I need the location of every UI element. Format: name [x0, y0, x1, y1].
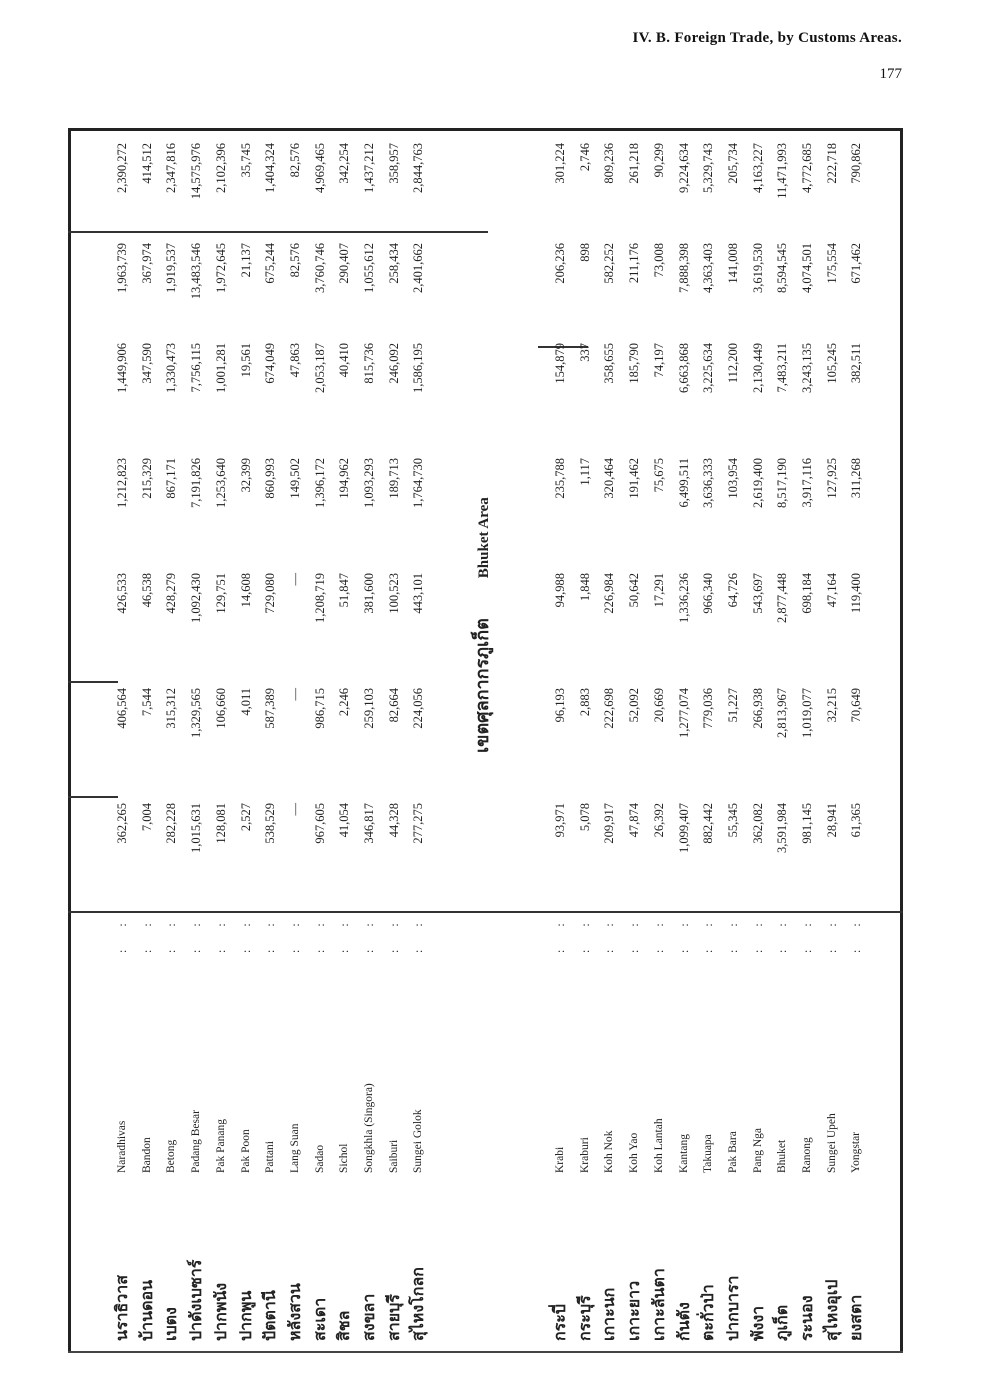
value-cell: 382,511: [849, 343, 864, 384]
value-cell: 1,919,537: [164, 243, 179, 293]
value-cell: 1,093,293: [362, 458, 376, 508]
value-cell: 112,200: [725, 343, 740, 384]
rotated-table: [68, 128, 903, 1353]
table-row: [795, 128, 819, 1353]
value-cell: 75,675: [651, 458, 666, 493]
row-thai-name: สงขลา: [359, 1293, 378, 1341]
value-cell: 32,215: [824, 688, 839, 723]
value-cell: 282,228: [164, 803, 179, 844]
value-cell: 96,193: [553, 688, 567, 723]
row-english-name: Betong: [165, 1139, 178, 1173]
row-leader-dots: : :: [602, 913, 617, 953]
value-cell: 587,389: [263, 688, 278, 729]
row-english-name: Saiburi: [387, 1139, 400, 1173]
value-cell: 1,055,612: [362, 243, 376, 293]
value-cell: 47,164: [824, 573, 839, 608]
value-cell: 119,400: [849, 573, 864, 614]
value-cell: 128,081: [213, 803, 228, 844]
table-row: [308, 128, 332, 1353]
row-leader-dots: : :: [312, 913, 327, 953]
value-cell: 259,103: [362, 688, 376, 729]
row-english-name: Ranong: [801, 1137, 813, 1173]
value-cell: 82,576: [287, 243, 302, 278]
row-thai-name: ปากพนัง: [210, 1282, 230, 1341]
row-leader-dots: : :: [164, 913, 179, 953]
row-english-name: Naradhivas: [116, 1120, 128, 1173]
value-cell: 538,529: [263, 803, 278, 844]
table-row: [696, 128, 720, 1353]
value-cell: 790,862: [849, 143, 864, 184]
table-row: [234, 128, 258, 1353]
value-cell: 815,736: [362, 343, 376, 384]
table-row: [548, 128, 572, 1353]
value-cell: 175,554: [824, 243, 839, 284]
table-border-top: [68, 128, 71, 1353]
value-cell: —: [287, 688, 302, 701]
row-leader-dots: : :: [238, 913, 253, 953]
value-cell: 209,917: [602, 803, 617, 844]
row-leader-dots: : :: [115, 913, 129, 953]
value-cell: 7,888,398: [676, 243, 691, 293]
value-cell: 1,963,739: [115, 243, 129, 293]
value-cell: 967,605: [312, 803, 327, 844]
row-thai-name: สิชล: [334, 1310, 354, 1341]
value-cell: 337: [577, 343, 592, 362]
row-thai-name: ปัตตานี: [260, 1290, 280, 1341]
value-cell: 52,092: [627, 688, 642, 723]
value-cell: 4,074,501: [800, 243, 814, 293]
row-thai-name: ปากบารา: [722, 1275, 742, 1341]
value-cell: 32,399: [238, 458, 253, 493]
value-cell: 127,925: [824, 458, 839, 499]
value-cell: 1,117: [577, 458, 592, 486]
row-thai-name: บ้านดอน: [136, 1279, 156, 1341]
value-cell: 1,329,565: [189, 688, 204, 738]
row-thai-name: นราธิวาส: [112, 1274, 131, 1341]
value-cell: 986,715: [312, 688, 327, 729]
value-cell: 406,564: [115, 688, 129, 729]
row-leader-dots: : :: [701, 913, 716, 953]
row-thai-name: สุไหงอุเป: [821, 1279, 841, 1341]
value-cell: 4,363,403: [701, 243, 716, 293]
value-cell: 64,726: [725, 573, 740, 608]
table-row: [672, 128, 696, 1353]
value-cell: 7,544: [139, 688, 154, 717]
value-cell: 342,254: [337, 143, 352, 184]
value-cell: 44,328: [386, 803, 401, 838]
value-cell: 2,130,449: [750, 343, 765, 393]
table-row: [622, 128, 646, 1353]
page-header-title: IV. B. Foreign Trade, by Customs Areas.: [632, 30, 902, 46]
value-cell: 320,464: [602, 458, 617, 499]
value-cell: 149,502: [287, 458, 302, 499]
value-cell: 381,600: [362, 573, 376, 614]
value-cell: 1,212,823: [115, 458, 129, 508]
value-cell: 2,246: [337, 688, 352, 717]
value-cell: 4,163,227: [750, 143, 765, 193]
value-cell: 82,576: [287, 143, 302, 178]
value-cell: 73,008: [651, 243, 666, 278]
value-cell: 2,102,396: [213, 143, 228, 193]
table-row: [209, 128, 233, 1353]
value-cell: 26,392: [651, 803, 666, 838]
row-thai-name: พังงา: [747, 1305, 767, 1341]
value-cell: 867,171: [164, 458, 179, 499]
value-cell: 3,636,333: [701, 458, 716, 508]
row-thai-name: ระนอง: [797, 1295, 816, 1341]
value-cell: 414,512: [139, 143, 154, 184]
value-cell: 860,993: [263, 458, 278, 499]
value-cell: —: [287, 803, 302, 816]
value-cell: 1,019,077: [800, 688, 814, 738]
value-cell: 106,660: [213, 688, 228, 729]
value-cell: 55,345: [725, 803, 740, 838]
value-cell: 21,137: [238, 243, 253, 278]
row-thai-name: กันตัง: [673, 1302, 693, 1341]
value-cell: 2,813,967: [775, 688, 790, 738]
table-border-bottom: [900, 128, 903, 1353]
area-title-thai: เขตศุลกากรภูเก็ต: [472, 618, 493, 753]
row-leader-dots: : :: [824, 913, 839, 953]
value-cell: 266,938: [750, 688, 765, 729]
row-leader-dots: : :: [189, 913, 204, 953]
value-cell: 1,208,719: [312, 573, 327, 623]
row-leader-dots: : :: [775, 913, 790, 953]
value-cell: 1,001,281: [213, 343, 228, 393]
table-row: [573, 128, 597, 1353]
value-cell: 51,847: [337, 573, 352, 608]
value-cell: 358,957: [386, 143, 401, 184]
value-cell: 46,538: [139, 573, 154, 608]
table-row: [184, 128, 208, 1353]
value-cell: 222,698: [602, 688, 617, 729]
value-cell: 7,756,115: [189, 343, 204, 393]
row-thai-name: เกาะนก: [599, 1287, 619, 1341]
value-cell: 82,664: [386, 688, 401, 723]
value-cell: 17,291: [651, 573, 666, 608]
value-cell: 2,390,272: [115, 143, 129, 193]
row-english-name: Sichol: [338, 1143, 351, 1173]
row-leader-dots: : :: [800, 913, 814, 953]
row-thai-name: ภูเก็ต: [772, 1304, 792, 1341]
value-cell: 61,365: [849, 803, 864, 838]
value-cell: 211,176: [627, 243, 642, 284]
row-leader-dots: : :: [553, 913, 567, 953]
value-cell: 277,275: [411, 803, 426, 844]
table-row: [820, 128, 844, 1353]
value-cell: 290,407: [337, 243, 352, 284]
row-english-name: Pak Panang: [214, 1119, 227, 1173]
value-cell: 898: [577, 243, 592, 262]
value-cell: 35,745: [238, 143, 253, 178]
value-cell: 3,917,116: [800, 458, 814, 508]
value-cell: 2,883: [577, 688, 592, 717]
value-cell: 1,253,640: [213, 458, 228, 508]
row-thai-name: ปากพูน: [235, 1290, 255, 1341]
value-cell: 20,669: [651, 688, 666, 723]
row-english-name: Pattani: [264, 1141, 277, 1173]
value-cell: 70,649: [849, 688, 864, 723]
value-cell: 40,410: [337, 343, 352, 378]
value-cell: 205,734: [725, 143, 740, 184]
row-english-name: Takuapa: [702, 1134, 715, 1173]
value-cell: 1,404,324: [263, 143, 278, 193]
row-thai-name: ยงสตา: [846, 1294, 866, 1341]
row-english-name: Padang Besar: [190, 1110, 203, 1173]
value-cell: 206,236: [553, 243, 567, 284]
value-cell: 226,984: [602, 573, 617, 614]
value-cell: 235,788: [553, 458, 567, 499]
value-cell: 8,517,190: [775, 458, 790, 508]
value-cell: 222,718: [824, 143, 839, 184]
value-cell: 1,764,730: [411, 458, 426, 508]
row-thai-name: กระบุรี: [574, 1295, 594, 1341]
value-cell: 2,347,816: [164, 143, 179, 193]
value-cell: 103,954: [725, 458, 740, 499]
value-cell: 11,471,993: [775, 143, 790, 199]
value-cell: 443,101: [411, 573, 426, 614]
value-cell: 2,053,187: [312, 343, 327, 393]
row-english-name: Yongstar: [850, 1131, 863, 1173]
row-english-name: Pak Poon: [239, 1129, 252, 1173]
value-cell: 729,080: [263, 573, 278, 614]
value-cell: 7,004: [139, 803, 154, 832]
value-cell: 14,575,976: [189, 143, 204, 200]
row-thai-name: สะเดา: [309, 1297, 329, 1341]
table-row: [357, 128, 381, 1353]
value-cell: 4,772,685: [800, 143, 814, 193]
value-cell: 966,340: [701, 573, 716, 614]
value-cell: 358,655: [602, 343, 617, 384]
row-leader-dots: : :: [725, 913, 740, 953]
row-english-name: Koh Lantah: [652, 1118, 665, 1173]
value-cell: 2,746: [577, 143, 592, 172]
value-cell: 367,974: [139, 243, 154, 284]
value-cell: 3,225,634: [701, 343, 716, 393]
value-cell: 1,092,430: [189, 573, 204, 623]
value-cell: 141,008: [725, 243, 740, 284]
row-english-name: Bandon: [140, 1137, 153, 1173]
value-cell: 981,145: [800, 803, 814, 844]
row-leader-dots: : :: [287, 913, 302, 953]
value-cell: 7,483,211: [775, 343, 790, 393]
value-cell: 93,971: [553, 803, 567, 838]
table-row: [721, 128, 745, 1353]
table-row: [746, 128, 770, 1353]
table-row: [597, 128, 621, 1353]
value-cell: 3,760,746: [312, 243, 327, 293]
table-row: [382, 128, 406, 1353]
value-cell: 9,224,634: [676, 143, 691, 193]
row-english-name: Bhuket: [776, 1139, 789, 1173]
table-row: [159, 128, 183, 1353]
value-cell: 194,962: [337, 458, 352, 499]
value-cell: 154,879: [553, 343, 567, 384]
value-cell: 362,265: [115, 803, 129, 844]
value-cell: 191,462: [627, 458, 642, 499]
value-cell: 185,790: [627, 343, 642, 384]
row-leader-dots: : :: [263, 913, 278, 953]
value-cell: 28,941: [824, 803, 839, 838]
value-cell: 3,243,135: [800, 343, 814, 393]
value-cell: 94,988: [553, 573, 567, 608]
row-thai-name: สุไหงโกลก: [408, 1267, 428, 1341]
value-cell: 698,184: [800, 573, 814, 614]
row-english-name: Krabi: [554, 1146, 566, 1173]
value-cell: 4,969,465: [312, 143, 327, 193]
value-cell: 2,844,763: [411, 143, 426, 193]
row-thai-name: ตะกั่วป่า: [698, 1284, 718, 1341]
value-cell: 2,401,662: [411, 243, 426, 293]
value-cell: 90,299: [651, 143, 666, 178]
table-frame: [68, 128, 903, 1353]
row-thai-name: เบตง: [161, 1307, 181, 1341]
row-english-name: Sungei Golok: [412, 1109, 425, 1173]
value-cell: 261,218: [627, 143, 642, 184]
value-cell: 1,437,212: [362, 143, 376, 193]
value-cell: 1,586,195: [411, 343, 426, 393]
value-cell: 189,713: [386, 458, 401, 499]
value-cell: 100,523: [386, 573, 401, 614]
value-cell: 2,527: [238, 803, 253, 832]
value-cell: 3,619,530: [750, 243, 765, 293]
row-leader-dots: : :: [627, 913, 642, 953]
table-row: [406, 128, 430, 1353]
value-cell: 1,972,645: [213, 243, 228, 293]
value-cell: 671,462: [849, 243, 864, 284]
row-english-name: Songkhla (Singora): [363, 1083, 375, 1173]
value-cell: 47,874: [627, 803, 642, 838]
value-cell: 51,227: [725, 688, 740, 723]
value-cell: 8,594,545: [775, 243, 790, 293]
table-row: [283, 128, 307, 1353]
table-row: [110, 128, 134, 1353]
row-leader-dots: : :: [362, 913, 376, 953]
value-cell: 301,224: [553, 143, 567, 184]
value-cell: 14,608: [238, 573, 253, 608]
row-english-name: Lang Suan: [288, 1123, 301, 1173]
row-thai-name: เกาะยาว: [624, 1280, 644, 1341]
value-cell: 674,049: [263, 343, 278, 384]
row-thai-name: กระบี่: [550, 1303, 569, 1341]
value-cell: 41,054: [337, 803, 352, 838]
value-cell: 1,330,473: [164, 343, 179, 393]
row-english-name: Kantang: [677, 1134, 690, 1173]
row-leader-dots: : :: [676, 913, 691, 953]
value-cell: 809,236: [602, 143, 617, 184]
value-cell: 1,396,172: [312, 458, 327, 508]
value-cell: 582,252: [602, 243, 617, 284]
table-row: [135, 128, 159, 1353]
value-cell: 315,312: [164, 688, 179, 729]
table-row: [770, 128, 794, 1353]
row-leader-dots: : :: [139, 913, 154, 953]
row-thai-name: สายบุรี: [383, 1294, 403, 1341]
row-leader-dots: : :: [337, 913, 352, 953]
row-english-name: Pang Nga: [751, 1127, 764, 1173]
value-cell: 5,078: [577, 803, 592, 832]
row-english-name: Sungei Upeh: [825, 1113, 838, 1173]
table-row: [258, 128, 282, 1353]
value-cell: 5,329,743: [701, 143, 716, 193]
value-cell: 215,329: [139, 458, 154, 499]
value-cell: 6,663,868: [676, 343, 691, 393]
row-leader-dots: : :: [411, 913, 426, 953]
value-cell: 311,268: [849, 458, 864, 499]
row-english-name: Kraburi: [578, 1137, 591, 1173]
row-leader-dots: : :: [849, 913, 864, 953]
area-title: [468, 497, 498, 753]
row-english-name: Koh Nok: [603, 1130, 616, 1173]
row-leader-dots: : :: [386, 913, 401, 953]
value-cell: 246,092: [386, 343, 401, 384]
row-thai-name: ปาดังเบซาร์: [186, 1259, 206, 1341]
value-cell: 426,533: [115, 573, 129, 614]
value-cell: 13,483,546: [189, 243, 204, 300]
value-cell: 675,244: [263, 243, 278, 284]
value-cell: 105,245: [824, 343, 839, 384]
value-cell: 1,015,631: [189, 803, 204, 853]
value-cell: 258,434: [386, 243, 401, 284]
row-english-name: Koh Yao: [628, 1132, 641, 1173]
value-cell: 428,279: [164, 573, 179, 614]
value-cell: 1,277,074: [676, 688, 691, 738]
value-cell: 882,442: [701, 803, 716, 844]
area-title-english: Bhuket Area: [476, 497, 492, 579]
value-cell: 543,697: [750, 573, 765, 614]
value-cell: 19,561: [238, 343, 253, 378]
value-cell: 129,751: [213, 573, 228, 614]
row-leader-dots: : :: [651, 913, 666, 953]
value-cell: 50,642: [627, 573, 642, 608]
row-leader-dots: : :: [750, 913, 765, 953]
page-number: 177: [879, 66, 902, 82]
value-cell: 3,591,984: [775, 803, 790, 853]
value-cell: 74,197: [651, 343, 666, 378]
value-cell: 1,336,236: [676, 573, 691, 623]
value-cell: 224,056: [411, 688, 426, 729]
value-cell: 779,036: [701, 688, 716, 729]
value-cell: 47,863: [287, 343, 302, 378]
row-leader-dots: : :: [213, 913, 228, 953]
value-cell: 4,011: [238, 688, 253, 716]
value-cell: 1,099,407: [676, 803, 691, 853]
value-cell: 362,082: [750, 803, 765, 844]
table-row: [647, 128, 671, 1353]
value-cell: 7,191,826: [189, 458, 204, 508]
table-row: [332, 128, 356, 1353]
row-english-name: Pak Bara: [726, 1131, 739, 1173]
value-cell: 2,619,400: [750, 458, 765, 508]
value-cell: 1,848: [577, 573, 592, 602]
value-cell: 2,877,448: [775, 573, 790, 623]
row-english-name: Sadao: [313, 1144, 326, 1173]
row-thai-name: หลังสวน: [284, 1283, 304, 1341]
value-cell: 347,590: [139, 343, 154, 384]
value-cell: 1,449,906: [115, 343, 129, 393]
value-cell: —: [287, 573, 302, 586]
row-thai-name: เกาะลันตา: [648, 1268, 668, 1341]
row-leader-dots: : :: [577, 913, 592, 953]
value-cell: 346,817: [362, 803, 376, 844]
table-row: [844, 128, 868, 1353]
value-cell: 6,499,511: [676, 458, 691, 508]
